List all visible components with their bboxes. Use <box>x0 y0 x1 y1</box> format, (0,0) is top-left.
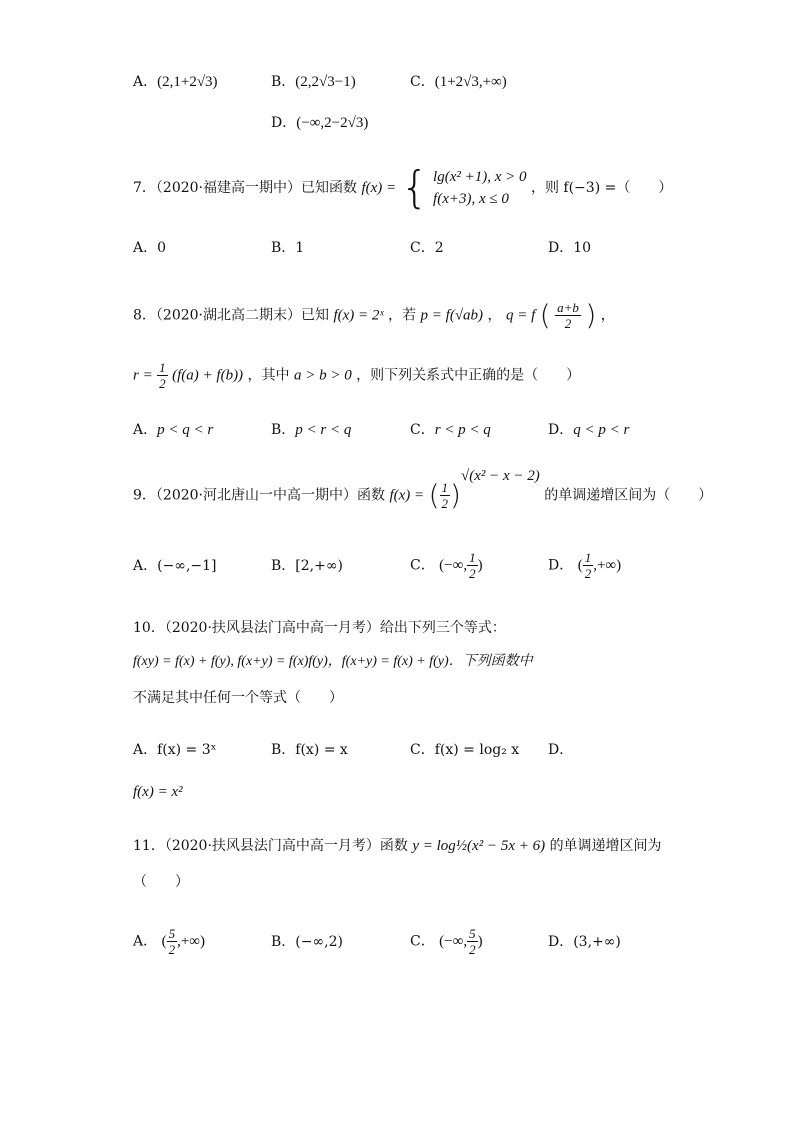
numerator: 1 <box>159 360 166 375</box>
option-label: A． <box>133 74 158 90</box>
option-label: D． <box>548 422 574 438</box>
question-10-stem: 10．（2020·扶风县法门高中高一月考）给出下列三个等式： <box>133 620 506 636</box>
fraction <box>157 360 168 391</box>
option-math: (−∞,2−2√3) <box>296 115 369 131</box>
option-label: A． <box>133 933 158 950</box>
exponent: √(x² − x − 2) <box>460 468 540 484</box>
r-expression: (f(a) + f(b)) <box>172 367 244 384</box>
fraction <box>583 550 594 581</box>
numerator: 1 <box>441 480 449 496</box>
option-label: D． <box>271 115 297 131</box>
q10-option-d-continued: f(x) = x² <box>133 784 183 800</box>
stem-text: 9．（2020·河北唐山一中高一期中）函数 <box>133 487 385 504</box>
option-right: ,+∞) <box>177 933 205 950</box>
q10-option-b: B．f(x) = x <box>271 742 348 758</box>
option-right: ) <box>477 933 483 950</box>
denominator: 2 <box>159 376 166 391</box>
q8-option-d <box>548 420 629 440</box>
stem-text: 11．（2020·扶风县法门高中高一月考）函数 <box>133 838 408 854</box>
stem-tail: 的单调递增区间为（ ） <box>544 487 713 504</box>
left-paren: ( <box>539 298 551 332</box>
stem-tail: 的单调递增区间为 <box>549 838 662 854</box>
option-left: ( <box>577 557 583 574</box>
q11-option-d: D．(3,+∞) <box>548 934 621 950</box>
q8-option-a <box>133 420 213 440</box>
q6-option-c <box>410 72 507 92</box>
q11-option-c <box>410 926 483 957</box>
option-math: (1+2√3,+∞) <box>434 74 507 90</box>
denominator: 2 <box>168 942 176 957</box>
function-def: f(x) = <box>361 180 397 196</box>
brace-icon: { <box>400 162 429 213</box>
fraction <box>555 300 581 331</box>
q-def: q = f <box>505 307 536 324</box>
question-10-line3: 不满足其中任何一个等式（ ） <box>133 690 343 706</box>
q10-option-d: D． <box>548 742 574 758</box>
option-left: ( <box>161 933 167 950</box>
separator: ， <box>600 307 615 324</box>
option-label: D． <box>548 557 574 574</box>
option-left: (−∞, <box>439 557 468 574</box>
question-7-stem <box>133 162 673 213</box>
option-math: p < r < q <box>295 422 352 438</box>
denominator: 2 <box>469 566 476 581</box>
condition: a > b > 0 <box>293 367 352 384</box>
option-label: A． <box>133 422 158 438</box>
fraction <box>167 926 178 957</box>
q9-option-b: B．[2,+∞) <box>271 558 343 574</box>
fraction <box>440 480 451 511</box>
function-def: f(x) = <box>389 487 425 504</box>
stem-text: ，其中 <box>247 367 290 384</box>
q6-option-b <box>271 72 356 92</box>
q6-option-d <box>271 113 368 133</box>
q8-option-b <box>271 420 351 440</box>
numerator: 5 <box>168 926 176 941</box>
option-label: C． <box>410 557 435 574</box>
function-def: y = log½(x² − 5x + 6) <box>412 838 546 854</box>
separator: ， <box>487 307 502 324</box>
q7-option-a: A．0 <box>133 240 167 256</box>
option-math: p < q < r <box>157 422 214 438</box>
denominator: 2 <box>441 496 449 512</box>
question-11-line2: （ ） <box>133 874 189 890</box>
stem-tail: ，则下列关系式中正确的是（ ） <box>356 367 581 384</box>
option-label: C． <box>410 933 435 950</box>
right-paren: ) <box>450 478 461 512</box>
stem-mid: ，若 <box>388 307 417 324</box>
stem-tail: ，则 f(−3) =（ ） <box>530 180 673 196</box>
question-10-equations: f(xy) = f(x) + f(y), f(x+y) = f(x)f(y)，f(x+y) = f(x) + f(y)．下列函数中 <box>133 654 533 669</box>
option-math: (2,2√3−1) <box>295 74 356 90</box>
option-math: q < p < r <box>573 422 630 438</box>
option-label: C． <box>410 74 435 90</box>
denominator: 2 <box>584 566 592 581</box>
right-paren: ) <box>585 298 597 332</box>
q9-option-d <box>548 550 621 581</box>
q11-option-a <box>133 926 205 957</box>
r-def: r = <box>133 367 153 384</box>
q8-option-c <box>410 420 491 440</box>
numerator: 1 <box>584 550 592 565</box>
option-label: C． <box>410 422 435 438</box>
numerator: a+b <box>557 300 579 315</box>
numerator: 1 <box>469 550 476 565</box>
q6-option-a <box>133 72 218 92</box>
stem-text: 7．（2020·福建高一期中）已知函数 <box>133 180 357 196</box>
piecewise-cases <box>433 166 526 210</box>
option-math: r < p < q <box>434 422 491 438</box>
fraction <box>467 926 478 957</box>
question-8-stem <box>133 300 615 331</box>
left-paren: ( <box>428 478 440 512</box>
q7-option-b: B．1 <box>271 240 305 256</box>
p-def: p = f(√ab) <box>420 307 484 324</box>
option-math: (2,1+2√3) <box>157 74 218 90</box>
option-right: ,+∞) <box>593 557 622 574</box>
q9-option-a: A．(−∞,−1] <box>133 558 217 574</box>
question-9-stem <box>133 468 713 512</box>
numerator: 5 <box>469 926 476 941</box>
function-def: f(x) = 2ˣ <box>333 307 384 324</box>
option-left: (−∞, <box>439 933 468 950</box>
q10-option-c: C．f(x) = log₂ x <box>410 742 520 758</box>
case-1: lg(x² +1), x > 0 <box>433 169 527 185</box>
q7-option-c: C．2 <box>410 240 444 256</box>
option-label: B． <box>271 74 296 90</box>
option-label: B． <box>271 422 296 438</box>
question-8-line2 <box>133 360 580 391</box>
question-11-stem <box>133 836 662 856</box>
q9-option-c <box>410 550 483 581</box>
fraction <box>467 550 478 581</box>
case-2: f(x+3), x ≤ 0 <box>433 191 509 207</box>
q7-option-d: D．10 <box>548 240 592 256</box>
denominator: 2 <box>469 942 476 957</box>
denominator: 2 <box>564 316 572 331</box>
option-right: ) <box>477 557 483 574</box>
stem-text: 8．（2020·湖北高二期末）已知 <box>133 307 329 324</box>
q10-option-a: A．f(x) = 3ˣ <box>133 742 217 758</box>
q11-option-b: B．(−∞,2) <box>271 934 343 950</box>
